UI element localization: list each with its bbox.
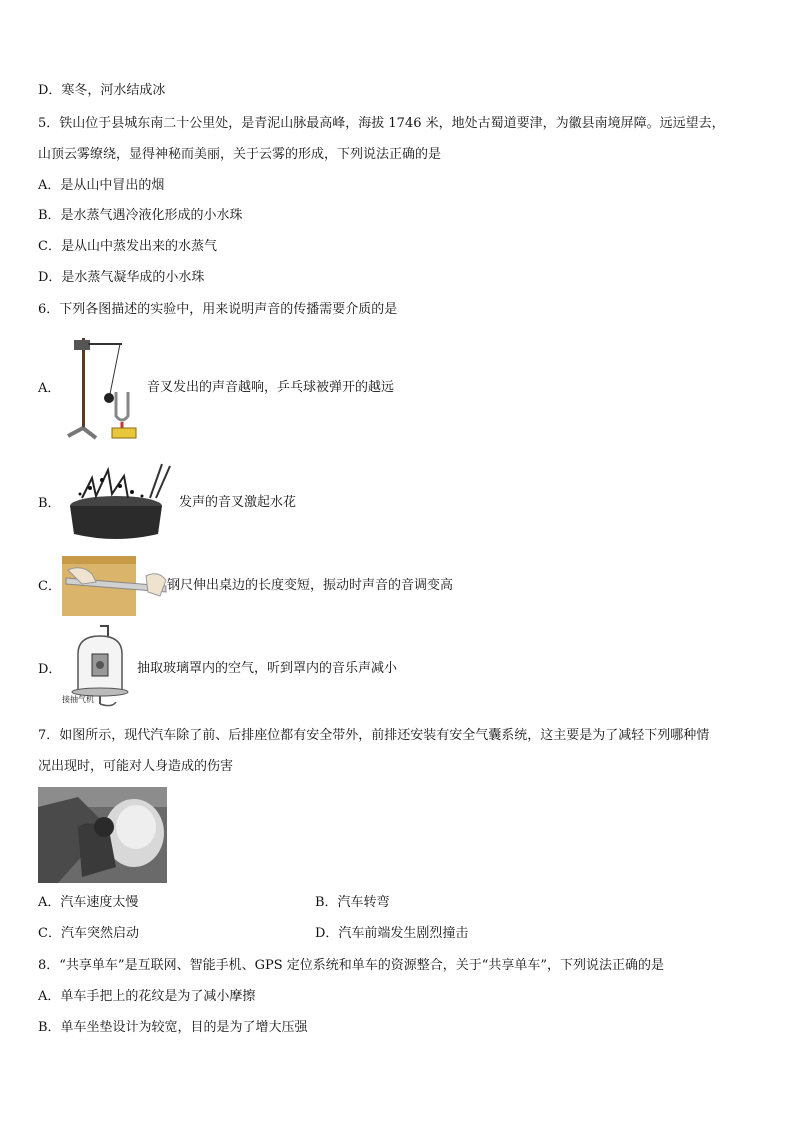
- q6-option-c-label: C．: [38, 579, 61, 594]
- q5-option-a: A．是从山中冒出的烟: [38, 178, 165, 193]
- tuning-fork-pingpong-figure: [62, 332, 144, 444]
- q8-option-a: A．单车手把上的花纹是为了减小摩擦: [38, 989, 256, 1004]
- q4-option-d: D．寒冬，河水结成冰: [38, 83, 166, 98]
- tuning-fork-water-splash-figure: [62, 458, 176, 544]
- q6-option-c-text: 钢尺伸出桌边的长度变短，振动时声音的音调变高: [167, 578, 454, 593]
- q6-option-d-text: 抽取玻璃罩内的空气，听到罩内的音乐声减小: [137, 661, 398, 676]
- q6-option-a-label: A．: [38, 381, 61, 396]
- q7-stem-line1: 7．如图所示，现代汽车除了前、后排座位都有安全带外，前排还安装有安全气囊系统，这主要是为了减轻下列哪种情: [38, 728, 710, 743]
- q7-option-c: C．汽车突然启动: [38, 926, 139, 941]
- q6-option-b-text: 发声的音叉激起水花: [179, 495, 297, 510]
- q5-stem-line1: 5．铁山位于县城东南二十公里处，是青泥山脉最高峰，海拔 1746 米，地处古蜀道要津，为徽县南境屏障。远远望去，: [38, 116, 725, 131]
- ruler-table-edge-figure: [62, 556, 168, 616]
- q7-option-a: A．汽车速度太慢: [38, 895, 139, 910]
- q5-stem-line2: 山顶云雾缭绕，显得神秘而美丽，关于云雾的形成，下列说法正确的是: [38, 147, 442, 162]
- q7-stem-line2: 况出现时，可能对人身造成的伤害: [38, 759, 234, 774]
- q6-option-b-label: B．: [38, 496, 61, 511]
- q5-option-d: D．是水蒸气凝华成的小水珠: [38, 270, 205, 285]
- q6-option-a-text: 音叉发出的声音越响，乒乓球被弹开的越远: [147, 380, 395, 395]
- q6-option-d-figure-label: 接抽气机: [62, 695, 94, 704]
- q7-option-d: D．汽车前端发生剧烈撞击: [315, 926, 469, 941]
- q8-option-b: B．单车坐垫设计为较宽，目的是为了增大压强: [38, 1020, 308, 1035]
- q5-option-b: B．是水蒸气遇冷液化形成的小水珠: [38, 208, 243, 223]
- q6-option-d-label: D．: [38, 662, 62, 677]
- q7-option-b: B．汽车转弯: [315, 895, 390, 910]
- airbag-photo-figure: [38, 787, 167, 883]
- q8-stem: 8．“共享单车”是互联网、智能手机、GPS 定位系统和单车的资源整合，关于“共享单车”，下列说法正确的是: [38, 958, 665, 973]
- q6-stem: 6．下列各图描述的实验中，用来说明声音的传播需要介质的是: [38, 302, 398, 317]
- q5-option-c: C．是从山中蒸发出来的水蒸气: [38, 239, 217, 254]
